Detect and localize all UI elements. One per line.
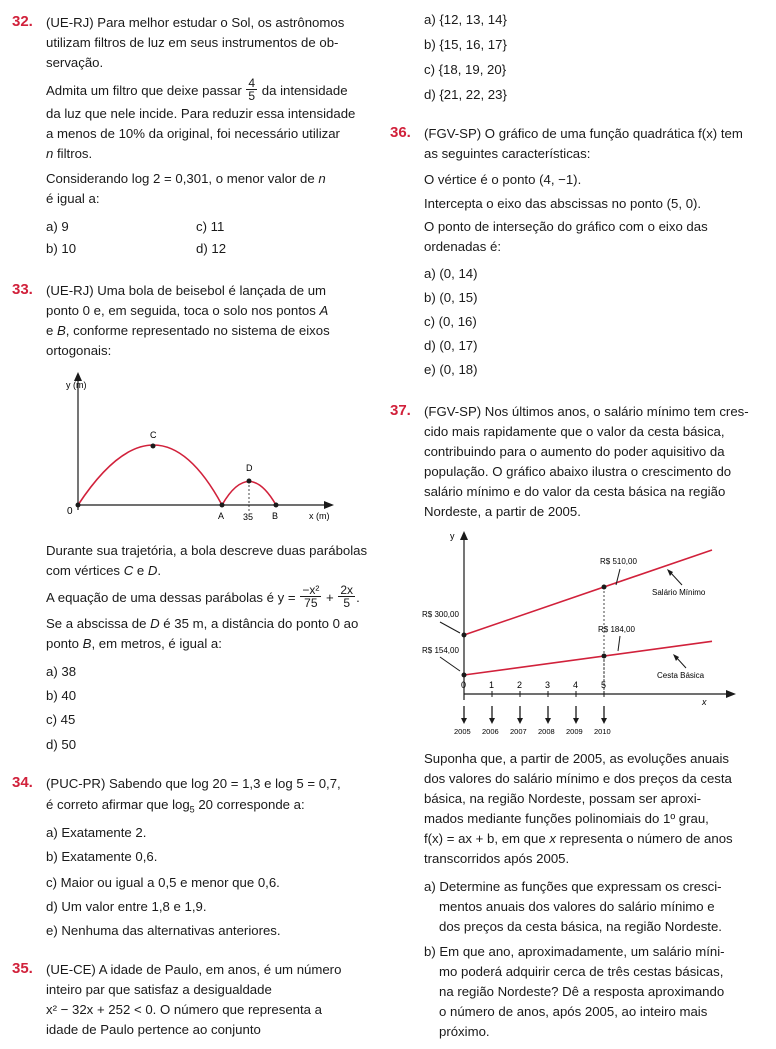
q37-item-b-line1: b) Em que ano, aproximadamente, um salário míni-: [424, 944, 725, 959]
question-33-number: 33.: [12, 281, 33, 298]
q33-after5c: , em metros, é igual a:: [91, 636, 222, 651]
q37-arrow-154: [440, 657, 460, 671]
q37-after5a: f(x) = ax + b, em que: [424, 831, 550, 846]
q37-series-name-salario: Salário Mínimo: [652, 588, 706, 597]
q37-label-510: R$ 510,00: [600, 557, 637, 566]
q37-after3: básica, na região Nordeste, possam ser aproxi-: [424, 791, 702, 806]
q37-tick-label: 1: [489, 680, 495, 690]
q37-x-ticks: [454, 680, 611, 736]
q35-option-a: a) {12, 13, 14}: [424, 12, 507, 27]
q33-y-label: y (m): [66, 380, 87, 390]
q33-point-b: [274, 503, 279, 508]
q37-item-b-line5: próximo.: [439, 1024, 490, 1039]
q37-y-label: y: [450, 531, 455, 541]
q34-line1: (PUC-PR) Sabendo que log 20 = 1,3 e log 5 = 0,7,: [46, 776, 341, 791]
q37-year-label: 2008: [538, 727, 555, 736]
q35-option-b: b) {15, 16, 17}: [424, 37, 507, 52]
q37-y-arrow: [460, 531, 468, 540]
q32-line8a: Considerando log 2 = 0,301, o menor valor de: [46, 171, 319, 186]
q37-year-arrowhead: [489, 718, 495, 724]
q33-line2a: ponto 0 e, em seguida, toca o solo nos pontos: [46, 303, 320, 318]
q36-line1: (FGV-SP) O gráfico de uma função quadrática f(x) tem: [424, 126, 743, 141]
q37-tick-label: 0: [461, 680, 467, 690]
q37-item-b-line4: o número de anos, após 2005, ao inteiro mais: [439, 1004, 708, 1019]
q33-after2: [46, 561, 161, 580]
q34-line2a: é correto afirmar que log: [46, 797, 190, 812]
q36-option-e: e) (0, 18): [424, 362, 478, 377]
q32-frac-num: 4: [248, 76, 256, 90]
q33-after2b: C: [123, 563, 134, 578]
q33-after1: Durante sua trajetória, a bola descreve duas parábolas: [46, 543, 368, 558]
q32-line4b: da intensidade: [261, 82, 348, 98]
q33-line2: [46, 301, 328, 320]
q33-eq-frac2: [338, 584, 355, 609]
question-35-number: 35.: [12, 960, 33, 977]
q33-line4: ortogonais:: [46, 343, 112, 358]
q37-arrow-300: [440, 622, 460, 633]
q37-series-name-cesta: Cesta Básica: [657, 671, 705, 680]
q33-line3: [46, 321, 330, 340]
q33-label-c: C: [150, 430, 157, 440]
q35-option-d: d) {21, 22, 23}: [424, 87, 507, 102]
q37-item-a-line1: a) Determine as funções que expressam os cresci-: [424, 879, 722, 894]
q37-label-184: R$ 184,00: [598, 625, 635, 634]
q33-eq-frac2-den: 5: [343, 596, 351, 610]
q33-point-b-ref: B: [57, 323, 66, 338]
q37-item-a-line3: dos preços da cesta básica, na região Nordeste.: [439, 919, 722, 934]
q37-line2: cido mais rapidamente que o valor da cesta básica,: [424, 424, 725, 439]
q37-year-label: 2007: [510, 727, 527, 736]
q37-after2: dos valores do salário mínimo e dos preços da cesta: [424, 771, 732, 786]
q33-tick-35: 35: [243, 512, 254, 522]
q37-label-300: R$ 300,00: [422, 610, 459, 619]
q32-option-d: d) 12: [196, 241, 227, 256]
q32-line3: servação.: [46, 55, 104, 70]
question-32-number: 32.: [12, 13, 33, 30]
q37-item-b-line3: na região Nordeste? Dê a resposta aproximando: [439, 984, 725, 999]
q37-salary-chart: [420, 525, 750, 740]
q33-after2a: com vértices: [46, 563, 124, 578]
q35-option-c: c) {18, 19, 20}: [424, 62, 507, 77]
q32-line7: [46, 144, 92, 163]
q37-year-arrowhead: [517, 718, 523, 724]
q37-year-label: 2005: [454, 727, 471, 736]
question-37-number: 37.: [390, 402, 411, 419]
q36-line6: ordenadas é:: [424, 239, 501, 254]
q33-parabola-c: [78, 445, 222, 505]
q34-log-base: 5: [189, 804, 195, 815]
q37-after5c: representa o número de anos: [555, 831, 733, 846]
q37-year-label: 2010: [594, 727, 611, 736]
q37-after6: transcorridos após 2005.: [424, 851, 570, 866]
q33-line3c: , conforme representado no sistema de eixos: [65, 323, 330, 338]
q32-option-b: b) 10: [46, 241, 77, 256]
q33-option-b: b) 40: [46, 688, 77, 703]
q37-tick-label: 2: [517, 680, 523, 690]
q33-point-a: [220, 503, 225, 508]
q33-label-b: B: [272, 511, 279, 521]
q33-vertex-c: [151, 444, 156, 449]
q36-option-c: c) (0, 16): [424, 314, 477, 329]
q33-after2e: .: [157, 563, 162, 578]
q33-origin-label: 0: [67, 506, 73, 517]
q33-after5a: ponto: [46, 636, 83, 651]
q32-line5: da luz que nele incide. Para reduzir essa intensidade: [46, 106, 356, 121]
q33-eq-plus: +: [326, 589, 334, 605]
q32-option-c: c) 11: [196, 219, 225, 234]
q32-line8: [46, 169, 326, 188]
q37-data-point: [462, 673, 467, 678]
q37-arrow-184: [618, 636, 620, 651]
q32-line4a: Admita um filtro que deixe passar: [46, 82, 242, 98]
q36-option-d: d) (0, 17): [424, 338, 478, 353]
q33-equation-line: [46, 583, 360, 611]
q37-line6: Nordeste, a partir de 2005.: [424, 504, 581, 519]
q33-after5b: B: [82, 636, 92, 651]
q32-line9: é igual a:: [46, 191, 100, 206]
q37-x-arrow: [726, 690, 736, 698]
q34-line2b: 20 corresponde a:: [194, 797, 305, 812]
q33-after4b: D: [150, 616, 160, 631]
q37-year-label: 2009: [566, 727, 583, 736]
q33-after4a: Se a abscissa de: [46, 616, 151, 631]
q33-option-c: c) 45: [46, 712, 76, 727]
question-36-number: 36.: [390, 124, 411, 141]
q33-after5: [46, 634, 222, 653]
q34-line2: [46, 795, 305, 820]
q34-option-c: c) Maior ou igual a 0,5 e menor que 0,6.: [46, 875, 280, 890]
q37-tick-label: 5: [601, 680, 607, 690]
q33-line3a: e: [46, 323, 57, 338]
q32-line7b: filtros.: [53, 146, 93, 161]
q33-eq-frac1-num: −x²: [302, 583, 320, 597]
q32-n-var: n: [46, 146, 54, 161]
q33-line1: (UE-RJ) Uma bola de beisebol é lançada de um: [46, 283, 327, 298]
q37-after1: Suponha que, a partir de 2005, as evoluções anuais: [424, 751, 729, 766]
q35-line2: inteiro par que satisfaz a desigualdade: [46, 982, 272, 997]
q32-n-var2: n: [318, 171, 326, 186]
q34-option-a: a) Exatamente 2.: [46, 825, 147, 840]
q37-year-arrowhead: [545, 718, 551, 724]
q37-tick-label: 3: [545, 680, 551, 690]
q33-after2c: e: [133, 563, 148, 578]
q36-option-a: a) (0, 14): [424, 266, 478, 281]
q37-item-a-line2: mentos anuais dos valores do salário mínimo e: [439, 899, 715, 914]
q33-label-d: D: [246, 463, 253, 473]
q33-option-a: a) 38: [46, 664, 77, 679]
q37-after5: [424, 829, 733, 848]
q33-eq-text: A equação de uma dessas parábolas é y =: [46, 589, 296, 605]
q33-x-label: x (m): [309, 511, 330, 521]
q37-year-arrowhead: [573, 718, 579, 724]
q37-line3: contribuindo para o aumento do poder aquisitivo da: [424, 444, 725, 459]
q37-arrow-salario: [670, 572, 682, 585]
q37-line4: população. O gráfico abaixo ilustra o crescimento do: [424, 464, 732, 479]
q36-line4: Intercepta o eixo das abscissas no ponto (5, 0).: [424, 196, 702, 211]
q33-trajectory-graph: [52, 370, 342, 530]
q34-option-b: b) Exatamente 0,6.: [46, 849, 158, 864]
q33-origin-point: [76, 503, 81, 508]
q37-x-label: x: [702, 697, 707, 707]
q36-line2: as seguintes características:: [424, 146, 591, 161]
q33-point-a-ref: A: [319, 303, 329, 318]
q37-label-154: R$ 154,00: [422, 646, 459, 655]
q36-option-b: b) (0, 15): [424, 290, 478, 305]
q32-frac-den: 5: [248, 89, 256, 103]
q33-eq-frac2-num: 2x: [340, 583, 354, 597]
q37-item-b-line2: mo poderá adquirir cerca de três cestas básicas,: [439, 964, 724, 979]
q33-after2d: D: [147, 563, 158, 578]
q33-label-a: A: [218, 511, 225, 521]
q33-option-d: d) 50: [46, 737, 77, 752]
q37-after4: mados mediante funções polinomiais do 1º grau,: [424, 811, 709, 826]
q37-line1: (FGV-SP) Nos últimos anos, o salário mínimo tem cres-: [424, 404, 749, 419]
q37-year-label: 2006: [482, 727, 499, 736]
q36-line5: O ponto de interseção do gráfico com o eixo das: [424, 219, 708, 234]
q37-tick-label: 4: [573, 680, 579, 690]
q35-line4: idade de Paulo pertence ao conjunto: [46, 1022, 261, 1037]
q32-fraction: [246, 77, 257, 102]
q32-line2: utilizam filtros de luz em seus instrumentos de ob-: [46, 35, 339, 50]
q33-eq-end: .: [356, 589, 360, 605]
q37-year-arrowhead: [461, 718, 467, 724]
question-34-number: 34.: [12, 774, 33, 791]
q37-after5b: x: [549, 831, 556, 846]
q33-after4c: é 35 m, a distância do ponto 0 ao: [159, 616, 359, 631]
q32-line6: a menos de 10% da original, foi necessário utilizar: [46, 126, 340, 141]
q35-line3: x² − 32x + 252 < 0. O número que representa a: [46, 1002, 323, 1017]
q32-line1: (UE-RJ) Para melhor estudar o Sol, os astrônomos: [46, 15, 345, 30]
q33-after4: [46, 614, 358, 633]
q32-option-a: a) 9: [46, 219, 69, 234]
q36-line3: O vértice é o ponto (4, −1).: [424, 172, 582, 187]
q37-line5: salário mínimo e do valor da cesta básica na região: [424, 484, 726, 499]
q33-eq-frac1-den: 75: [304, 596, 318, 610]
q37-year-arrowhead: [601, 718, 607, 724]
q33-eq-frac1: [300, 584, 321, 609]
q34-option-e: e) Nenhuma das alternativas anteriores.: [46, 923, 281, 938]
q32-line4: [46, 76, 348, 104]
q33-x-arrow: [324, 501, 334, 509]
q34-option-d: d) Um valor entre 1,8 e 1,9.: [46, 899, 207, 914]
q37-data-point: [462, 633, 467, 638]
q35-line1: (UE-CE) A idade de Paulo, em anos, é um número: [46, 962, 342, 977]
